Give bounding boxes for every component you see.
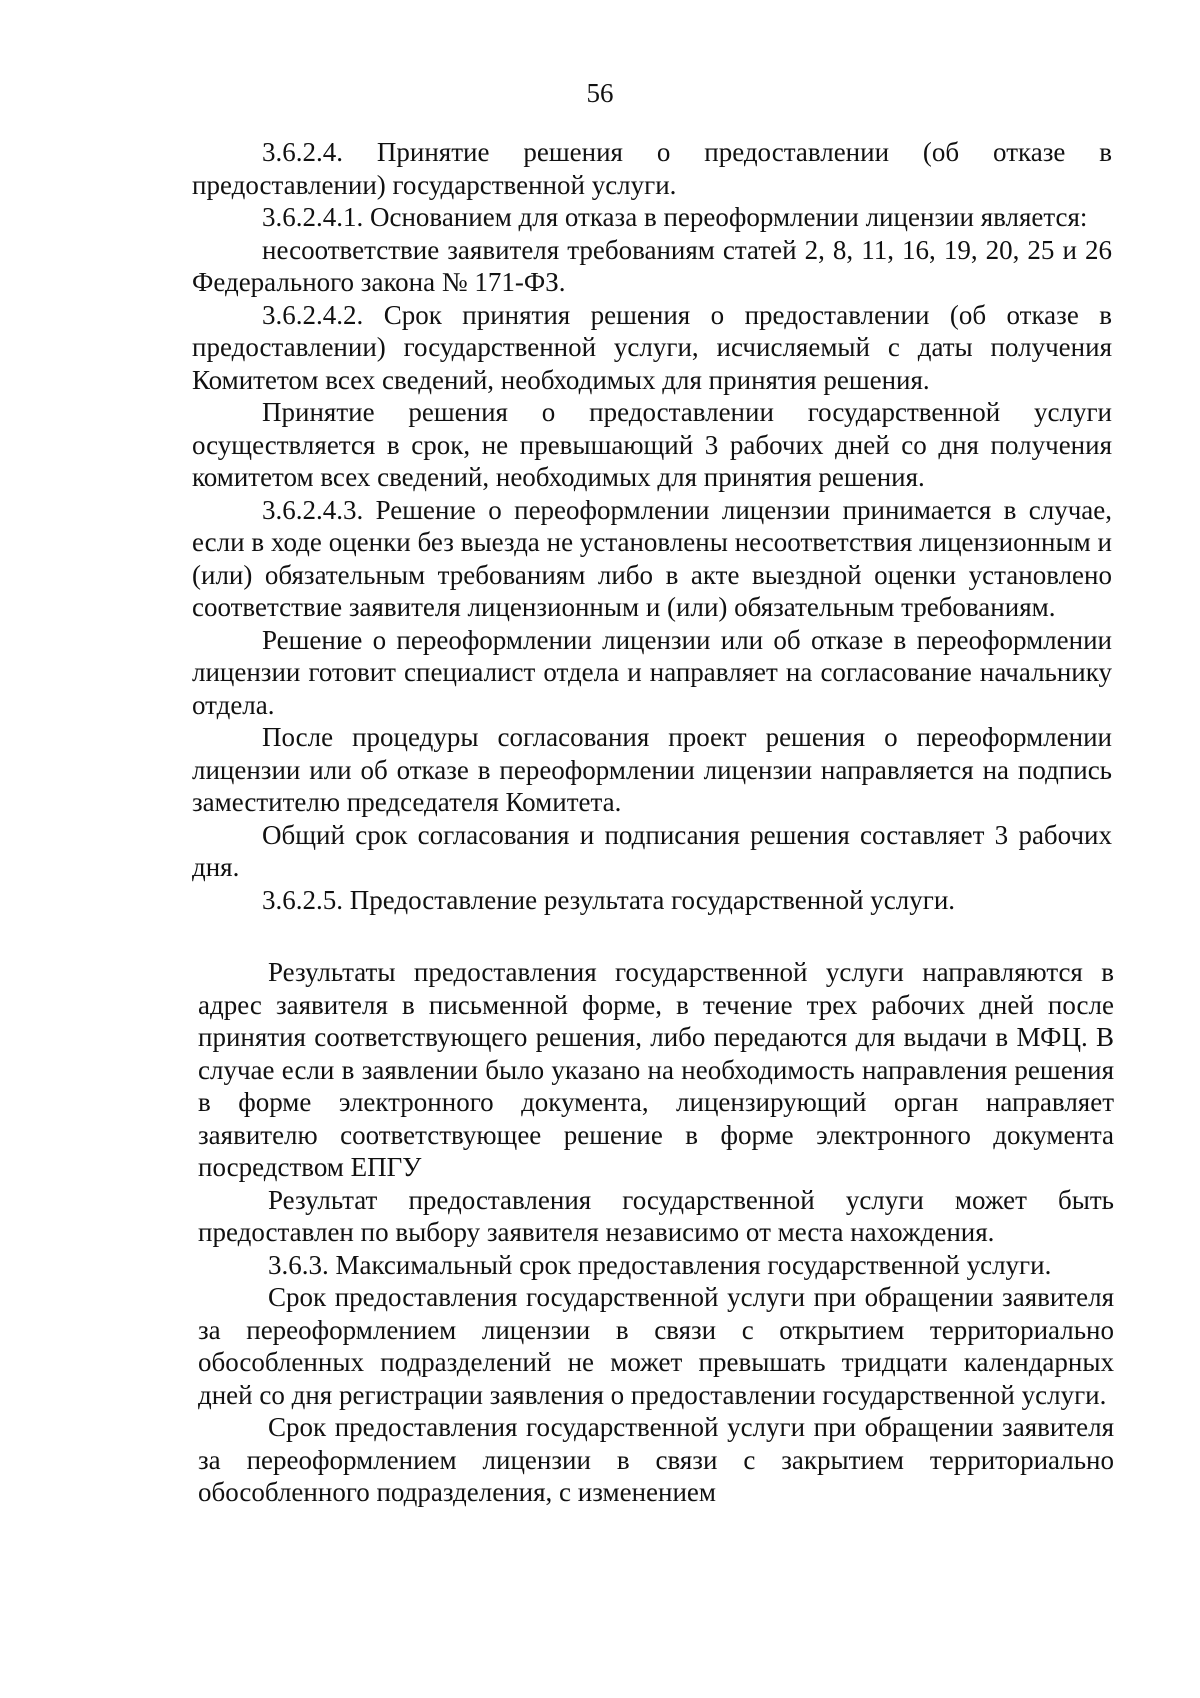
paragraph: Результаты предоставления государственной услуги направляются в адрес заявителя в письменной форме, в течение трех рабочих дней после принятия соответствующего решения, либо передаются для выдачи в МФЦ. В случае если в заявлении было указано на необходимость направления решения в форме электронного документа, лицензирующий орган направляет заявителю соответствующее решение в форме электронного документа посредством ЕПГУ xyxy=(198,957,1114,1182)
section-heading: 3.6.3. Максимальный срок предоставления государственной услуги. xyxy=(268,1249,1052,1280)
paragraph: Срок предоставления государственной услуги при обращении заявителя за переоформлением лицензии в связи с закрытием территориально обособленного подразделения, с изменением xyxy=(198,1412,1114,1507)
paragraph: 3.6.2.4.1. Основанием для отказа в переоформлении лицензии является: xyxy=(262,202,1088,232)
paragraph: Срок предоставления государственной услуги при обращении заявителя за переоформлением лицензии в связи с открытием территориально обособленных подразделений не может превышать тридцати календарных дней со дня регистрации заявления о предоставлении государственной услуги. xyxy=(198,1282,1114,1410)
paragraph: Общий срок согласования и подписания решения составляет 3 рабочих дня. xyxy=(192,819,1112,882)
paragraph: 3.6.2.4.2. Срок принятия решения о предоставлении (об отказе в предоставлении) государственной услуги, исчисляемый с даты получения Комитетом всех сведений, необходимых для принятия решения. xyxy=(192,299,1112,395)
paragraph: Результат предоставления государственной услуги может быть предоставлен по выбору заявителя независимо от места нахождения. xyxy=(198,1184,1114,1247)
paragraph: После процедуры согласования проект решения о переоформлении лицензии или об отказе в переоформлении лицензии направляется на подпись заместителю председателя Комитета. xyxy=(192,722,1112,817)
page-number: 56 xyxy=(586,78,614,108)
paragraph: несоответствие заявителя требованиям статей 2, 8, 11, 16, 19, 20, 25 и 26 Федерального закона № 171-ФЗ. xyxy=(192,234,1112,297)
section-heading: 3.6.2.5. Предоставление результата государственной услуги. xyxy=(262,884,956,915)
paragraph: Решение о переоформлении лицензии или об отказе в переоформлении лицензии готовит специалист отдела и направляет на согласование начальнику отдела. xyxy=(192,624,1112,720)
body-text-lower xyxy=(198,956,1114,1509)
paragraph: 3.6.2.4.3. Решение о переоформлении лицензии принимается в случае, если в ходе оценки без выезда не установлены несоответствия лицензионным и (или) обязательным требованиям либо в акте выездной оценки установлено соответствие заявителя лицензионным и (или) обязательным требованиям. xyxy=(192,494,1112,622)
paragraph: 3.6.2.4. Принятие решения о предоставлении (об отказе в предоставлении) государственной услуги. xyxy=(192,137,1112,200)
body-text-upper xyxy=(192,136,1112,916)
paragraph: Принятие решения о предоставлении государственной услуги осуществляется в срок, не превышающий 3 рабочих дней со дня получения комитетом всех сведений, необходимых для принятия решения. xyxy=(192,397,1112,492)
